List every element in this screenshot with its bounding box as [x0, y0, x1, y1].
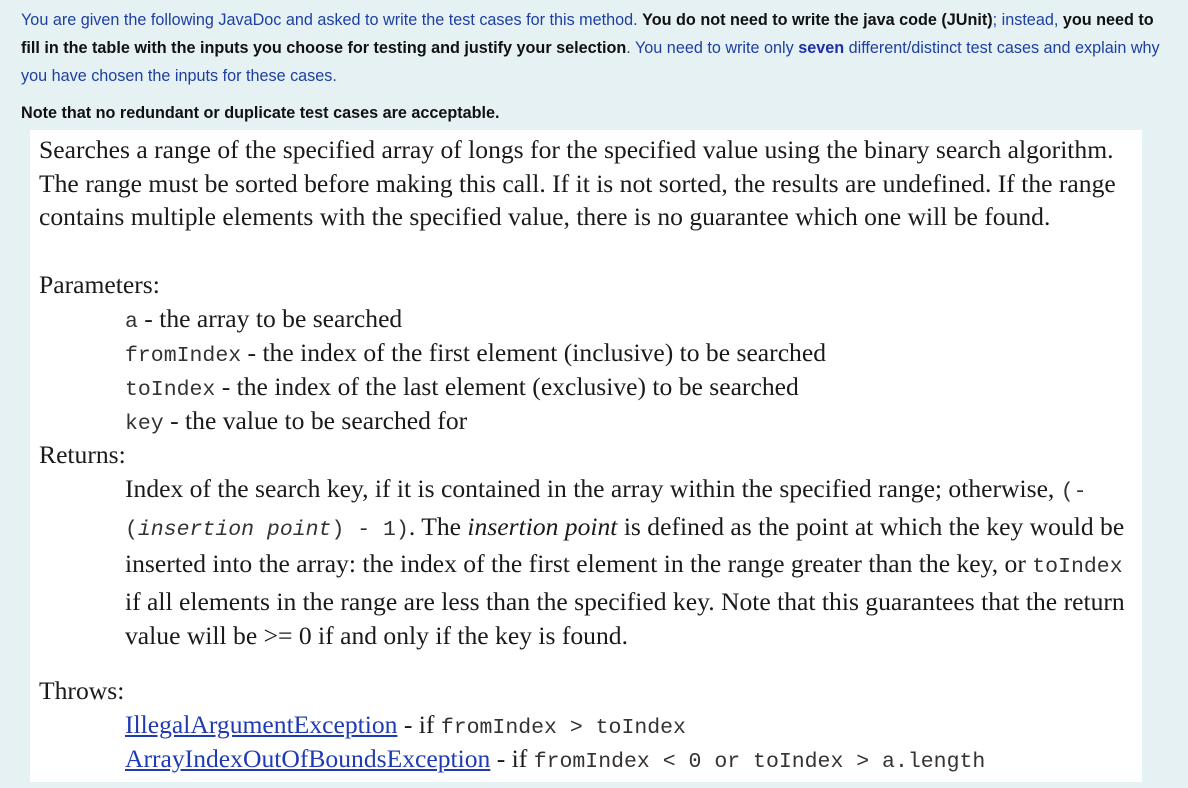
param-item: [125, 336, 1135, 374]
instructions-bold-seven: seven: [798, 39, 845, 57]
returns-code-open: (-(: [125, 480, 1087, 542]
instructions-text-3: . You need to write only: [626, 39, 799, 57]
returns-insertion-point: insertion point: [467, 511, 618, 541]
returns-code-insertion: insertion point: [137, 517, 332, 542]
param-desc: - the index of the first element (inclusive) to be searched: [241, 338, 827, 367]
instructions-bold-junit: You do not need to write the java code (JUnit): [642, 11, 993, 29]
param-desc: - the value to be searched for: [163, 406, 468, 435]
throws-sep: - if: [397, 710, 441, 739]
throws-item: [125, 742, 1135, 780]
throws-heading: Throws:: [39, 676, 125, 705]
param-item: [125, 370, 1135, 408]
param-desc: - the index of the last element (exclusive) to be searched: [215, 372, 799, 401]
instructions-text-1: You are given the following JavaDoc and asked to write the test cases for this method.: [21, 11, 643, 29]
illegal-argument-exception-link[interactable]: IllegalArgumentException: [125, 710, 398, 739]
param-name: fromIndex: [125, 344, 242, 368]
param-name: a: [125, 310, 138, 334]
returns-description: [125, 472, 1135, 653]
param-desc: - the array to be searched: [137, 304, 403, 333]
throws-sep: - if: [490, 744, 534, 773]
returns-text: . The: [408, 511, 468, 541]
instructions-text-2: ; instead,: [992, 11, 1063, 29]
throws-condition: fromIndex < 0 or toIndex > a.length: [533, 750, 986, 774]
returns-code-close: ) - 1): [331, 517, 409, 542]
instructions-bold-table: you need to fill in the table with the inputs you choose for testing and justify your selection: [21, 11, 1154, 57]
javadoc-description: Searches a range of the specified array of longs for the specified value using the binary search algorithm. The range must be sorted before making this call. If it is not sorted, the results are undefined. If the range contains multiple elements with the specified value, there is no guarantee which one will be found.: [39, 135, 1116, 232]
returns-text: Index of the search key, if it is contained in the array within the specified range; otherwise,: [125, 474, 1061, 503]
param-name: key: [125, 412, 164, 436]
returns-code-toindex: toIndex: [1032, 555, 1123, 580]
note: Note that no redundant or duplicate test cases are acceptable.: [21, 104, 500, 122]
returns-heading: Returns:: [39, 440, 126, 469]
parameters-heading: Parameters:: [39, 270, 160, 299]
param-item: [125, 302, 1135, 340]
param-name: toIndex: [125, 378, 216, 402]
instructions: [21, 6, 1171, 90]
throws-item: [125, 708, 1135, 746]
returns-text: if all elements in the range are less than the specified key. Note that this guarantees that the return value will be >= 0 if and only if the key is found.: [125, 587, 1125, 650]
javadoc-panel: [30, 130, 1142, 782]
instructions-text-4: different/distinct test cases and explain why you have chosen the inputs for these cases.: [21, 39, 1160, 85]
param-item: [125, 404, 1135, 442]
returns-text: is defined as the point at which the key would be inserted into the array: the index of the first element in the range greater than the key, or: [125, 511, 1125, 579]
array-index-out-of-bounds-exception-link[interactable]: ArrayIndexOutOfBoundsException: [125, 744, 491, 773]
throws-condition: fromIndex > toIndex: [440, 716, 686, 740]
